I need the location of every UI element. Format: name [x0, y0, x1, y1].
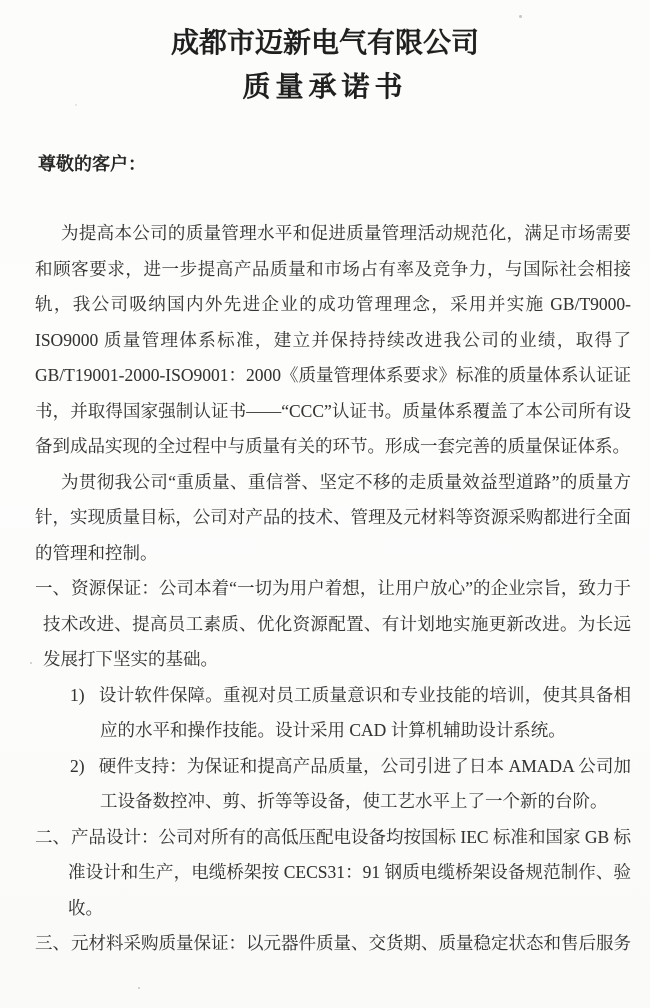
section-2: [35, 820, 631, 927]
intro-paragraph-1: 为提高本公司的质量管理水平和促进质量管理活动规范化，满足市场需要和顾客要求，进一步提高产品质量和市场占有率及竞争力，与国际社会相接轨，我公司吸纳国内外先进企业的成功管理理念，采用并实施 GB/T9000-ISO9000 质量管理体系标准，建立并保持持续改进我公司的业绩，取得了GB/T19001-2000-ISO9001：2000《质量管理体系要求》标准的质量体系认证证书，并取得国家强制认证书——“CCC”认证书。质量体系覆盖了本公司所有设备到成品实现的全过程中与质量有关的环节。形成一套完善的质量保证体系。: [35, 223, 631, 456]
section-2-text: 产品设计：公司对所有的高低压配电设备均按国标 IEC 标准和国家 GB 标准设计和生产，电缆桥架按 CECS31：91 钢质电缆桥架设备规范制作、验收。: [68, 826, 631, 918]
section-1-text: 资源保证：公司本着“一切为用户着想，让用户放心”的企业宗旨，致力于技术改进、提高员工素质、优化资源配置、有计划地实施更新改进。为长远发展打下坚实的基础。: [43, 578, 631, 669]
section-1-subitem-2: [35, 749, 631, 820]
scan-speck: [138, 987, 140, 989]
doc-title: 质量承诺书: [242, 72, 408, 103]
section-1: [35, 571, 631, 678]
subitem-1-text: 设计软件保障。重视对员工质量意识和专业技能的培训，使其具备相应的水平和操作技能。设计采用 CAD 计算机辅助设计系统。: [98, 684, 631, 740]
scan-speck: [75, 104, 77, 106]
scan-speck: [30, 662, 32, 664]
subitem-2-text: 硬件支持：为保证和提高产品质量，公司引进了日本 AMADA 公司加工设备数控冲、剪、折等等设备，使工艺水平上了一个新的台阶。: [98, 755, 631, 811]
section-3-marker: 三、: [35, 933, 70, 953]
scan-speck: [519, 15, 522, 18]
subitem-1-marker: 1): [70, 684, 85, 705]
salutation: 尊敬的客户：: [38, 154, 146, 174]
section-1-subitem-1: [35, 678, 631, 749]
intro-paragraph-2: 为贯彻我公司“重质量、重信誉、坚定不移的走质量效益型道路”的质量方针，实现质量目标，公司对产品的技术、管理及元材料等资源采购都进行全面的管理和控制。: [35, 471, 631, 563]
section-2-marker: 二、: [35, 826, 70, 847]
company-title: 成都市迈新电气有限公司: [170, 28, 479, 59]
subitem-2-marker: 2): [70, 755, 85, 776]
section-1-marker: 一、: [35, 578, 71, 598]
document-body: [0, 216, 650, 962]
section-3-text: 元材料采购质量保证：以元器件质量、交货期、质量稳定状态和售后服务: [71, 933, 631, 953]
section-3: [35, 926, 631, 962]
